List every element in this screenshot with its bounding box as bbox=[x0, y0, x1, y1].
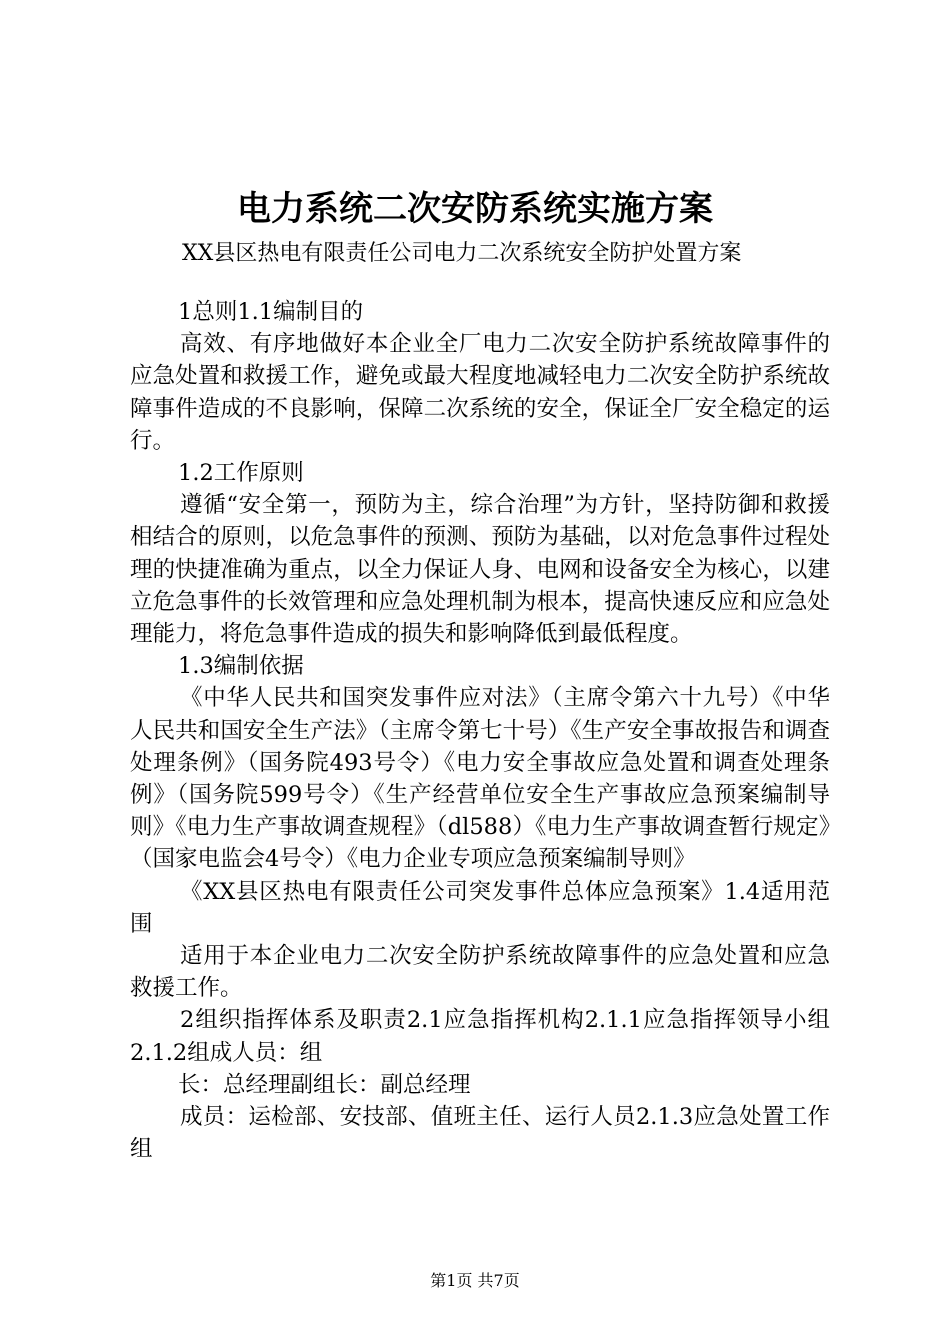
body-paragraph: 遵循“安全第一，预防为主，综合治理”为方针，坚持防御和救援相结合的原则，以危急事件的预测、预防为基础，以对危急事件过程处理的快捷准确为重点，以全力保证人身、电网和设备安全为核心，以建立危急事件的长效管理和应急处理机制为根本，提高快速反应和应急处理能力，将危急事件造成的损失和影响降低到最低程度。 bbox=[130, 492, 830, 648]
body-paragraph: 成员：运检部、安技部、值班主任、运行人员2.1.3应急处置工作组 bbox=[130, 1104, 830, 1163]
body-paragraph: 2组织指挥体系及职责2.1应急指挥机构2.1.1应急指挥领导小组2.1.2组成人员：组 bbox=[130, 1007, 830, 1066]
body-paragraph: 长：总经理副组长：副总经理 bbox=[178, 1071, 471, 1098]
body-paragraph: 《中华人民共和国突发事件应对法》（主席令第六十九号）《中华人民共和国安全生产法》（主席令第七十号）《生产安全事故报告和调查处理条例》（国务院493号令）《电力安全事故应急处置和调查处理条例》（国务院599号令）《生产经营单位安全生产事故应急预案编制导则》《电力生产事故调查规程》（dl588）《电力生产事故调查暂行规定》（国家电监会4号令）《电力企业专项应急预案编制导则》 bbox=[130, 685, 830, 873]
document-body bbox=[130, 296, 830, 1165]
document-subtitle: XX县区热电有限责任公司电力二次系统安全防护处置方案 bbox=[182, 241, 742, 266]
body-paragraph: 高效、有序地做好本企业全厂电力二次安全防护系统故障事件的应急处置和救援工作，避免或最大程度地减轻电力二次安全防护系统故障事件造成的不良影响，保障二次系统的安全，保证全厂安全稳定的运行。 bbox=[130, 331, 830, 454]
page-footer: 第1页 共7页 bbox=[430, 1271, 520, 1290]
body-paragraph: 1总则1.1编制目的 bbox=[178, 299, 364, 325]
body-paragraph: 1.3编制依据 bbox=[178, 653, 304, 680]
body-paragraph: 适用于本企业电力二次安全防护系统故障事件的应急处置和应急救援工作。 bbox=[130, 943, 830, 1002]
body-paragraph: 1.2工作原则 bbox=[178, 460, 304, 487]
body-paragraph: 《XX县区热电有限责任公司突发事件总体应急预案》1.4适用范围 bbox=[130, 878, 830, 937]
document-title: 电力系统二次安防系统实施方案 bbox=[237, 189, 713, 229]
